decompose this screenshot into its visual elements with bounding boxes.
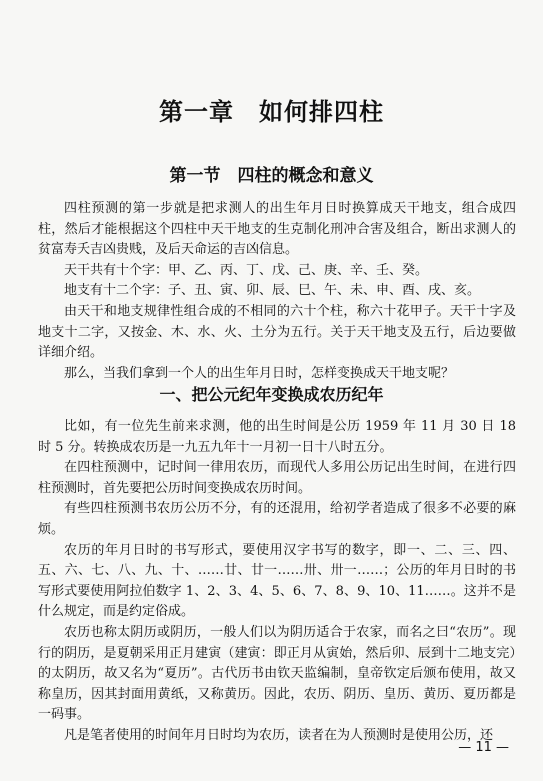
paragraph: 四柱预测的第一步就是把求测人的出生年月日时换算成天干地支，组合成四柱，然后才能根据这个四柱中天干地支的生克制化刑冲合害及组合，断出求测人的贫富寿夭吉凶贵贱，及后天命运的吉凶信息。 <box>38 201 516 258</box>
paragraph: 农历也称太阴历或阴历，一般人们以为阴历适合于农家，而名之曰“农历”。现行的阴历，是夏朝采用正月建寅（建寅：即正月从寅始，然后卯、辰到十二地支完）的太阴历，故又名为“夏历”。古代历书由钦天监编制，皇帝钦定后颁布使用，故又称皇历，因其封面用黄纸，又称黄历。因此，农历、阴历、皇历、黄历、夏历都是一码事。 <box>38 624 516 723</box>
section-body <box>38 199 516 384</box>
chapter-title: 第一章 如何排四柱 <box>159 98 384 126</box>
subsection-body <box>38 417 516 747</box>
section-title: 第一节 四柱的概念和意义 <box>169 166 374 186</box>
paragraph: 在四柱预测中，记时间一律用农历，而现代人多用公历记出生时间，在进行四柱预测时，首先要把公历时间变换成农历时间。 <box>38 460 516 496</box>
paragraph: 由天干和地支规律性组合成的不相同的六十个柱，称六十花甲子。天干十字及地支十二字，又按金、木、水、火、土分为五行。关于天干地支及五行，后边要做详细介绍。 <box>38 303 516 361</box>
page-number: — 11 — <box>458 740 509 755</box>
paragraph: 天干共有十个字：甲、乙、丙、丁、戊、己、庚、辛、壬、癸。 <box>64 262 429 278</box>
subsection-title: 一、把公元纪年变换成农历纪年 <box>159 385 384 404</box>
paragraph: 凡是笔者使用的时间年月日时均为农历，读者在为人预测时是使用公历，还 <box>64 727 494 743</box>
paragraph: 农历的年月日时的书写形式，要使用汉字书写的数字，即一、二、三、四、五、六、七、八、九、十、……廿、廿一……卅、卅一……；公历的年月日时的书写形式要使用阿拉伯数字 1、2、3、4、5、6、7、8、9、10、11……。这并不是什么规定，而是约定俗成。 <box>38 542 516 620</box>
paragraph: 有些四柱预测书农历公历不分，有的还混用，给初学者造成了很多不必要的麻烦。 <box>38 501 516 537</box>
paragraph: 那么，当我们拿到一个人的出生年月日时，怎样变换成天干地支呢？ <box>64 365 455 381</box>
paragraph: 比如，有一位先生前来求测，他的出生时间是公历 1959 年 11 月 30 日 18 时 5 分。转换成农历是一九五九年十一月初一日十八时五分。 <box>38 419 516 455</box>
paragraph: 地支有十二个字：子、丑、寅、卯、辰、巳、午、未、申、酉、戌、亥。 <box>64 283 481 299</box>
